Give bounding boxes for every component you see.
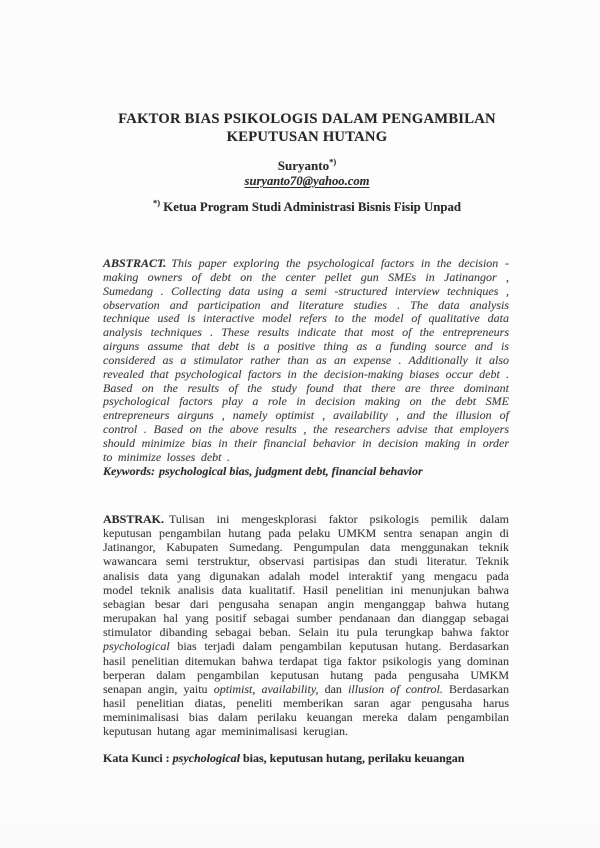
- abstract-indonesian-paragraph: [103, 512, 509, 739]
- affiliation-text: Ketua Program Studi Administrasi Bisnis Fisip Unpad: [163, 200, 461, 214]
- keywords-english-label: Keywords:: [103, 464, 155, 478]
- abstract-english-body: This paper exploring the psychological factors in the decision - making owners of debt on the center pellet gun SMEs in Jatinangor , Sumedang . Collecting data using a semi -structured interview techniques , observation and participation and literature studies . The data analysis technique used is interactive model refers to the model of qualitative data analysis techniques . These results indicate that most of the entrepreneurs airguns assume that debt is a positive thing as a funding source and is considered as a stimulator rather than as an expense . Additionally it also revealed that psychological factors in the decision-making biases occur debt . Based on the results of the study found that there are three dominant psychological factors play a role in decision making on the debt SME entrepreneurs airguns , namely optimist , availability , and the illusion of control . Based on the above results , the researchers advise that employers should minimize bias in their financial behavior in decision making in order to minimize losses debt .: [103, 256, 509, 464]
- paper-title-line-2: KEPUTUSAN HUTANG: [226, 128, 388, 145]
- abstract-english-paragraph: [103, 257, 509, 465]
- affiliation-line: [97, 197, 517, 215]
- author-name: Suryanto: [277, 158, 330, 173]
- abstract-indonesian-label: ABSTRAK.: [103, 512, 165, 526]
- keywords-indonesian-separator: :: [162, 751, 173, 765]
- abstract-indonesian-body: Tulisan ini mengeskplorasi faktor psikologis pemilik dalam keputusan pengambilan hutang pada pelaku UMKM sentra senapan angin di Jatinangor, Kabupaten Sumedang. Pengumpulan data menggunakan teknik wawancara semi terstruktur, observasi partisipas dan studi literatur. Teknik analisis data yang digunakan adalah model interaktif yang mengacu pada model teknik analisis data kualitatif. Hasil penelitian ini menunjukan bahwa sebagian besar dari pengusaha senapan angin menganggap bahwa hutang merupakan hal yang positif sebagai sumber pendanaan dan dianggap sebagai stimulator dibanding sebagai beban. Selain itu pula terungkap bahwa faktor psychological bias terjadi dalam pengambilan keputusan hutang. Berdasarkan hasil penelitian ditemukan bahwa terdapat tiga faktor psikologis yang dominan berperan dalam pengambilan keputusan hutang pada pengusaha UMKM senapan angin, yaitu optimist, availability, dan illusion of control. Berdasarkan hasil penelitian diatas, peneliti memberikan saran agar pengusaha harus meminimalisasi bias dalam perilaku keuangan mereka dalam pengambilan keputusan hutang agar meminimalisasi kerugian.: [103, 512, 509, 739]
- author-email: suryanto70@yahoo.com: [244, 174, 370, 188]
- keywords-indonesian-label: Kata Kunci: [103, 751, 163, 765]
- keywords-indonesian-line: [103, 751, 509, 766]
- paper-title: [97, 111, 517, 146]
- abstract-english-label: ABSTRACT.: [103, 256, 167, 270]
- keywords-indonesian-body: psychological bias, keputusan hutang, perilaku keuangan: [172, 751, 465, 765]
- paper-title-line-1: FAKTOR BIAS PSIKOLOGIS DALAM PENGAMBILAN: [118, 111, 496, 127]
- keywords-english-line: [103, 464, 509, 479]
- keywords-english-body: psychological bias, judgment debt, financial behavior: [159, 464, 423, 478]
- author-footnote-marker: *): [329, 156, 337, 167]
- author-email-line: [97, 174, 517, 189]
- author-line: [97, 158, 517, 174]
- affiliation-footnote-marker: *): [152, 197, 161, 208]
